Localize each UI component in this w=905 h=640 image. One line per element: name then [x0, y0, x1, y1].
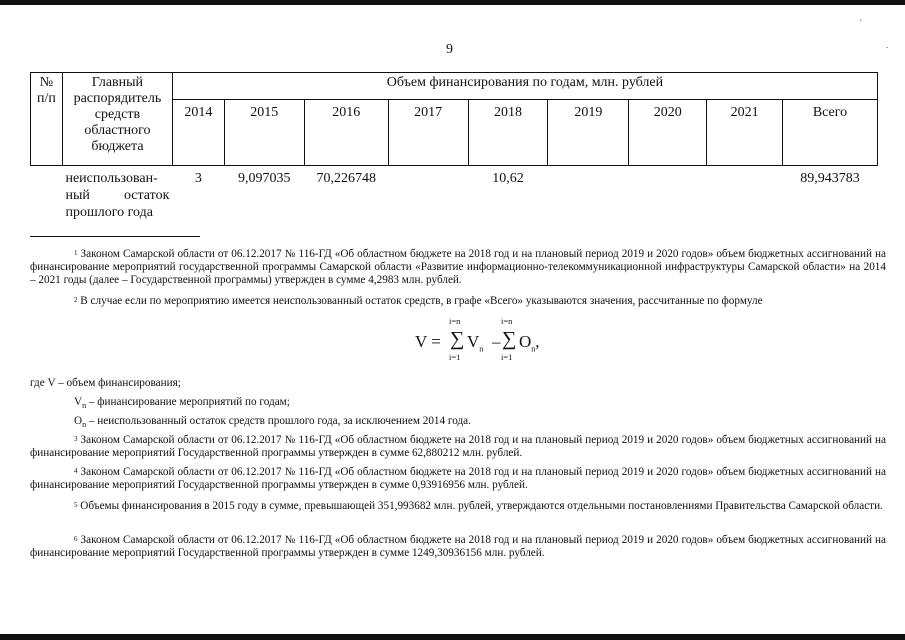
- header-year: 2017: [388, 100, 468, 166]
- formula-upper-limit: i=n: [449, 316, 461, 326]
- table-cell: 3: [194, 171, 202, 186]
- formula-lower-limit: i=1: [449, 352, 461, 362]
- footnote-separator: [30, 236, 200, 237]
- footnote-mark: 6: [74, 535, 78, 543]
- footnote-mark: 3: [74, 435, 78, 443]
- financing-table: [30, 72, 878, 221]
- footnote-text: Законом Самарской области от 06.12.2017 № 116-ГД «Об областном бюджете на 2018 год и на плановый период 2019 и 2020 годов» объем бюджетных ассигнований на финансирование мероприятий Государственной программы утвержден в сумме 62,880212 млн. рублей.: [30, 434, 886, 459]
- formula-term: $O_n$,: [519, 332, 540, 354]
- footnote-1: [30, 248, 886, 287]
- footnote-2: [30, 295, 886, 308]
- row-number: [31, 166, 63, 222]
- header-year: 2016: [304, 100, 388, 166]
- header-year: 2020: [629, 100, 707, 166]
- header-total: Всего: [783, 100, 878, 166]
- header-year: 2018: [468, 100, 548, 166]
- table-cell: [629, 166, 707, 222]
- header-year: 2021: [707, 100, 783, 166]
- footnote-3: [30, 434, 886, 460]
- footnote-text: Законом Самарской области от 06.12.2017 № 116-ГД «Об областном бюджете на 2018 год и на плановый период 2019 и 2020 годов» объем бюджетных ассигнований на финансирование мероприятий Государственной программы утвержден в сумме 1249,30936156 млн. рублей.: [30, 534, 886, 559]
- definition-vn: $V_n$ – финансирование мероприятий по годам;: [74, 396, 290, 411]
- footnote-mark: 4: [74, 467, 78, 475]
- footnote-mark: 2: [74, 296, 78, 304]
- table-cell-total: 89,943783: [800, 171, 860, 186]
- row-label: неиспользован-ный остаток прошлого года: [65, 171, 170, 220]
- page-number: 9: [446, 42, 453, 57]
- formula-term: $V_n$: [467, 332, 484, 354]
- formula-minus: –: [492, 332, 501, 351]
- table-cell: 10,62: [492, 171, 524, 186]
- header-year: 2019: [548, 100, 629, 166]
- definition-on: $O_n$ – неиспользованный остаток средств прошлого года, за исключением 2014 года.: [74, 415, 471, 430]
- top-border: [0, 0, 905, 5]
- sigma-symbol: ∑: [502, 328, 517, 350]
- footnote-4: [30, 466, 886, 492]
- table-row: [31, 166, 878, 222]
- formula-lhs: V =: [415, 332, 441, 351]
- footnote-5: [30, 500, 886, 513]
- table-cell: 70,226748: [316, 171, 376, 186]
- table-cell: [707, 166, 783, 222]
- header-manager: Главный распорядитель средств областного бюджета: [62, 73, 172, 166]
- header-year: 2014: [172, 100, 224, 166]
- scan-mark: ': [860, 18, 862, 28]
- footnote-6: [30, 534, 886, 560]
- footnote-text: В случае если по мероприятию имеется неиспользованный остаток средств, в графе «Всего» указываются значения, рассчитанные по формуле: [80, 295, 763, 307]
- table-cell: [388, 166, 468, 222]
- formula-upper-limit: i=n: [501, 316, 513, 326]
- scan-mark: .: [886, 40, 889, 50]
- footnote-text: Законом Самарской области от 06.12.2017 № 116-ГД «Об областном бюджете на 2018 год и на плановый период 2019 и 2020 годов» объем бюджетных ассигнований на финансирование мероприятий Государственной программы утвержден в сумме 0,93916956 млн. рублей.: [30, 466, 886, 491]
- table-cell: 9,097035: [238, 171, 291, 186]
- header-financing-group: Объем финансирования по годам, млн. рублей: [172, 73, 877, 100]
- formula-lower-limit: i=1: [501, 352, 513, 362]
- footnote-text: Законом Самарской области от 06.12.2017 № 116-ГД «Об областном бюджете на 2018 год и на плановый период 2019 и 2020 годов» объем бюджетных ассигнований на финансирование мероприятий государственной программы Самарской области «Развитие информационно-телекоммуникационной инфраструктуры Самарской области» на 2014 – 2021 годы (далее – Государственной программы) утвержден в сумме 4,2983 млн. рублей.: [30, 248, 886, 286]
- table-cell: [548, 166, 629, 222]
- footnote-mark: 5: [74, 501, 78, 509]
- header-number: № п/п: [31, 73, 63, 166]
- where-line: где V – объем финансирования;: [30, 377, 181, 389]
- footnote-text: Объемы финансирования в 2015 году в сумме, превышающей 351,993682 млн. рублей, утверждаются отдельными постановлениями Правительства Самарской области.: [80, 500, 883, 512]
- sigma-symbol: ∑: [450, 328, 465, 350]
- header-year: 2015: [224, 100, 304, 166]
- bottom-border: [0, 634, 905, 640]
- sum-formula: [415, 310, 575, 370]
- footnote-mark: 1: [74, 249, 78, 257]
